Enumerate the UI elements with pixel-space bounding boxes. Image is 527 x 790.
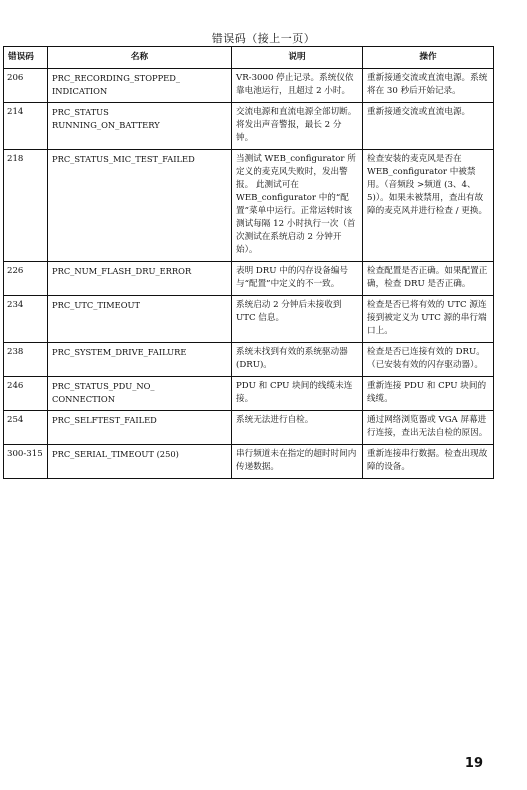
error-name-line: PRC_SERIAL_TIMEOUT (250) xyxy=(52,449,179,459)
cell-description: 系统启动 2 分钟后未接收到 UTC 信息。 xyxy=(232,296,363,343)
table-row xyxy=(4,377,494,411)
cell-description: VR-3000 停止记录。系统仪依靠电池运行，且超过 2 小时。 xyxy=(232,69,363,103)
error-name-line: PRC_UTC_TIMEOUT xyxy=(52,300,141,310)
cell-error-name xyxy=(48,343,232,377)
cell-action: 重新接通交流或直流电源。 xyxy=(363,103,494,150)
table-header-row xyxy=(4,47,494,69)
cell-description: 串行频道未在指定的超时时间内传递数据。 xyxy=(232,445,363,479)
error-code-table xyxy=(3,46,494,479)
cell-description: PDU 和 CPU 块间的线缆未连接。 xyxy=(232,377,363,411)
table-row xyxy=(4,262,494,296)
error-name-line: PRC_SYSTEM_DRIVE_FAILURE xyxy=(52,347,187,357)
table-row xyxy=(4,343,494,377)
cell-action: 重新连接串行数据。检查出现故障的设备。 xyxy=(363,445,494,479)
cell-error-name xyxy=(48,411,232,445)
header-action: 操作 xyxy=(363,47,494,69)
error-name-line: PRC_RECORDING_STOPPED_ xyxy=(52,73,181,83)
table-row xyxy=(4,296,494,343)
cell-error-name xyxy=(48,262,232,296)
cell-error-name xyxy=(48,103,232,150)
cell-action: 检查配置是否正确。如果配置正确，检查 DRU 是否正确。 xyxy=(363,262,494,296)
error-name-line: PRC_STATUS_MIC_TEST_FAILED xyxy=(52,154,195,164)
cell-error-code: 226 xyxy=(4,262,48,296)
cell-description: 交流电源和直流电源全部切断。将发出声音警报，最长 2 分钟。 xyxy=(232,103,363,150)
error-name-line: CONNECTION xyxy=(52,394,115,404)
table-row xyxy=(4,103,494,150)
cell-error-code: 238 xyxy=(4,343,48,377)
cell-error-name xyxy=(48,445,232,479)
cell-description: 表明 DRU 中的闪存设备编号与“配置”中定义的不一致。 xyxy=(232,262,363,296)
page-number: 19 xyxy=(464,756,483,771)
cell-description: 系统未找到有效的系统驱动器 (DRU)。 xyxy=(232,343,363,377)
cell-action: 检查是否已将有效的 UTC 源连接到被定义为 UTC 源的串行端口上。 xyxy=(363,296,494,343)
cell-error-code: 246 xyxy=(4,377,48,411)
table-row xyxy=(4,411,494,445)
cell-action: 通过网络浏览器或 VGA 屏幕进行连接，查出无法自检的原因。 xyxy=(363,411,494,445)
table-row xyxy=(4,445,494,479)
table-caption xyxy=(0,30,527,46)
cell-error-code: 214 xyxy=(4,103,48,150)
cell-error-code: 234 xyxy=(4,296,48,343)
cell-error-name xyxy=(48,69,232,103)
cell-error-code: 300-315 xyxy=(4,445,48,479)
header-name: 名称 xyxy=(48,47,232,69)
error-name-line: PRC_NUM_FLASH_DRU_ERROR xyxy=(52,266,192,276)
header-desc: 说明 xyxy=(232,47,363,69)
table-row xyxy=(4,69,494,103)
cell-error-name xyxy=(48,296,232,343)
table-body xyxy=(4,69,494,479)
cell-description: 当测试 WEB_configurator 所定义的麦克风失败时，发出警报。 此测试可在 WEB_configurator 中的“配置”菜单中运行。正常运转时该测试每隔 12 小时执行一次（首次测试在系统启动 2 分钟开始）。 xyxy=(232,150,363,262)
error-name-line: RUNNING_ON_BATTERY xyxy=(52,120,160,130)
cell-error-code: 254 xyxy=(4,411,48,445)
cell-action: 重新接通交流或直流电源。系统将在 30 秒后开始记录。 xyxy=(363,69,494,103)
error-name-line: PRC_STATUS_PDU_NO_ xyxy=(52,381,155,391)
header-code: 错误码 xyxy=(4,47,48,69)
cell-action: 检查是否已连接有效的 DRU。（已安装有效的闪存驱动器）。 xyxy=(363,343,494,377)
cell-description: 系统无法进行自检。 xyxy=(232,411,363,445)
cell-action: 重新连接 PDU 和 CPU 块间的线缆。 xyxy=(363,377,494,411)
cell-error-name xyxy=(48,150,232,262)
error-name-line: PRC_SELFTEST_FAILED xyxy=(52,415,157,425)
cell-error-name xyxy=(48,377,232,411)
cell-error-code: 206 xyxy=(4,69,48,103)
table-row xyxy=(4,150,494,262)
error-name-line: INDICATION xyxy=(52,86,108,96)
caption-text: 错误码（接上一页） xyxy=(211,32,316,45)
error-name-line: PRC_STATUS xyxy=(52,107,109,117)
cell-error-code: 218 xyxy=(4,150,48,262)
cell-action: 检查安装的麦克风是否在 WEB_configurator 中被禁用。（音频段 >频道 (3、4、5)）。如果未被禁用，查出有故障的麦克风并进行检查 / 更换。 xyxy=(363,150,494,262)
